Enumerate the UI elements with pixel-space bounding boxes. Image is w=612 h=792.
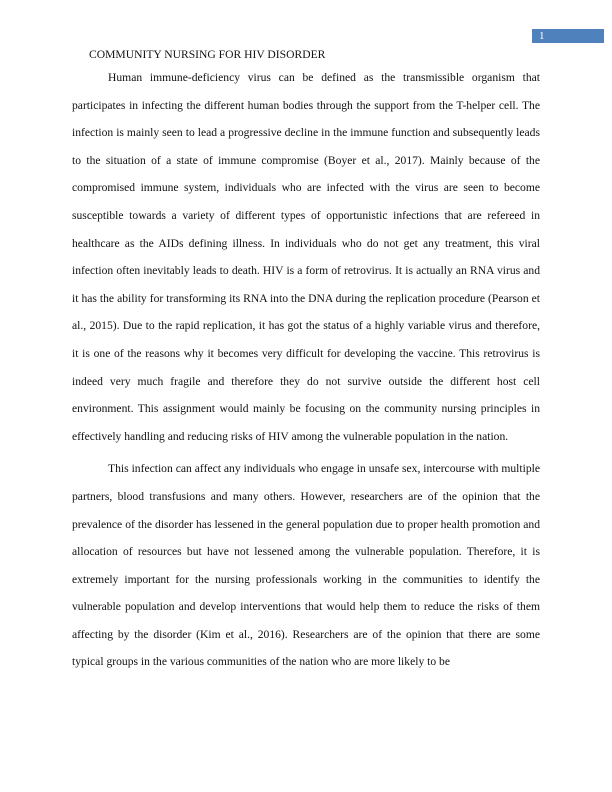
document-body	[72, 64, 540, 676]
page-number-badge: 1	[532, 29, 604, 43]
body-paragraph-1: Human immune-deficiency virus can be defined as the transmissible organism that participates in infecting the different human bodies through the support from the T-helper cell. The infection is mainly seen to lead a progressive decline in the immune function and subsequently leads to the situation of a state of immune compromise (Boyer et al., 2017). Mainly because of the compromised immune system, individuals who are infected with the virus are seen to become susceptible towards a variety of different types of opportunistic infections that are refereed in healthcare as the AIDs defining illness. In individuals who do not get any treatment, this viral infection often inevitably leads to death. HIV is a form of retrovirus. It is actually an RNA virus and it has the ability for transforming its RNA into the DNA during the replication procedure (Pearson et al., 2015). Due to the rapid replication, it has got the status of a highly variable virus and therefore, it is one of the reasons why it becomes very difficult for developing the vaccine. This retrovirus is indeed very much fragile and therefore they do not survive outside the different host cell environment. This assignment would mainly be focusing on the community nursing principles in effectively handling and reducing risks of HIV among the vulnerable population in the nation.	[72, 71, 540, 443]
running-head: COMMUNITY NURSING FOR HIV DISORDER	[89, 48, 326, 61]
body-paragraph-2: This infection can affect any individuals who engage in unsafe sex, intercourse with multiple partners, blood transfusions and many others. However, researchers are of the opinion that the prevalence of the disorder has lessened in the general population due to proper health promotion and allocation of resources but have not lessened among the vulnerable population. Therefore, it is extremely important for the nursing professionals working in the communities to identify the vulnerable population and develop interventions that would help them to reduce the risks of them affecting by the disorder (Kim et al., 2016). Researchers are of the opinion that there are some typical groups in the various communities of the nation who are more likely to be	[72, 462, 540, 669]
